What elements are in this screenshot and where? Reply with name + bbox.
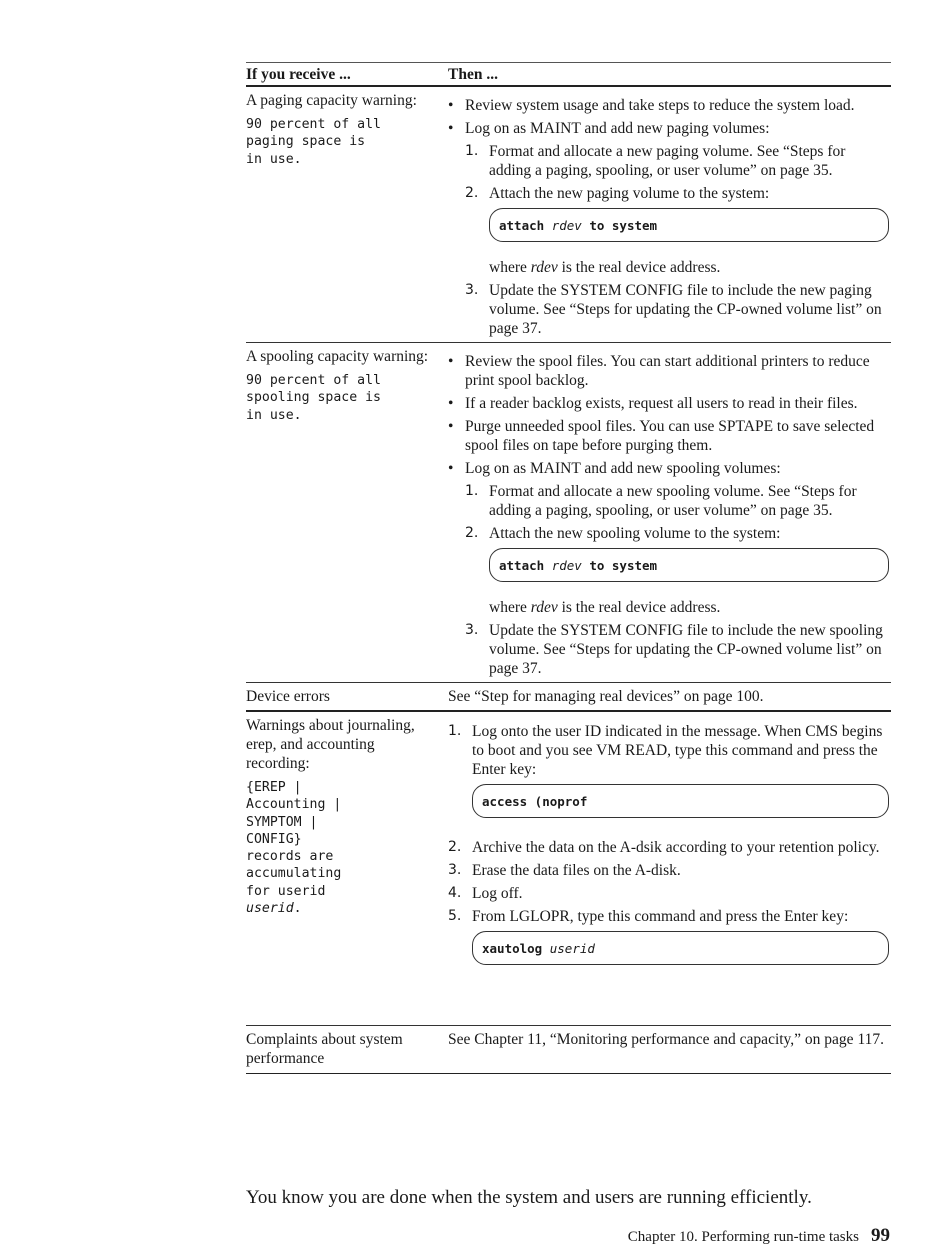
code-argument: rdev — [551, 557, 582, 573]
code-command: attach — [499, 557, 545, 573]
table-row-spooling — [246, 343, 891, 683]
journaling-condition-label: Warnings about journaling, erep, and accounting recording: — [246, 717, 415, 772]
step-number: 2. — [465, 525, 479, 541]
step-number: 2. — [465, 185, 479, 201]
paging-action-cell — [448, 86, 891, 343]
list-item — [448, 884, 891, 903]
list-item — [465, 482, 891, 520]
step-number: 5. — [448, 908, 462, 924]
step-number: 2. — [448, 839, 462, 855]
journaling-action-cell — [448, 711, 891, 1026]
where-text: where rdev is the real device address. — [489, 259, 721, 276]
page-number: 99 — [871, 1225, 890, 1246]
table-row-device-errors — [246, 683, 891, 712]
step-text: Attach the new paging volume to the system: — [489, 185, 770, 202]
spooling-action-cell — [448, 343, 891, 683]
step-text: Update the SYSTEM CONFIG file to include the new spooling volume. See “Steps for updating the CP-owned volume list” on page 37. — [489, 622, 883, 677]
step-number: 1. — [465, 483, 479, 499]
step-text: Format and allocate a new spooling volume. See “Steps for adding a paging, spooling, or user volume” on page 35. — [489, 483, 857, 519]
list-item — [448, 119, 891, 338]
page-footer — [628, 1225, 890, 1247]
step-text: From LGLOPR, type this command and press the Enter key: — [472, 908, 849, 925]
list-item — [448, 838, 891, 857]
closing-paragraph: You know you are done when the system and users are running efficiently. — [246, 1187, 812, 1208]
step-text: Format and allocate a new paging volume. See “Steps for adding a paging, spooling, or user volume” on page 35. — [489, 143, 846, 179]
list-item — [448, 861, 891, 880]
code-box-xautolog — [472, 931, 889, 965]
step-number: 4. — [448, 885, 462, 901]
table-row-complaints — [246, 1026, 891, 1074]
code-command: xautolog — [482, 940, 543, 956]
spooling-steps — [465, 482, 891, 678]
paging-condition-cell — [246, 86, 448, 343]
list-item — [465, 142, 891, 180]
step-text: Log onto the user ID indicated in the message. When CMS begins to boot and you see VM READ, type this command and press the Enter key: — [472, 723, 883, 778]
device-action-cell: See “Step for managing real devices” on page 100. — [448, 683, 891, 712]
step-text: Update the SYSTEM CONFIG file to include the new paging volume. See “Steps for updating the CP-owned volume list” on page 37. — [489, 282, 882, 337]
step-text: Log off. — [472, 885, 523, 902]
complaints-condition-cell: Complaints about system performance — [246, 1026, 448, 1074]
step-number: 1. — [465, 143, 479, 159]
chapter-title: Chapter 10. Performing run-time tasks — [627, 1229, 859, 1245]
code-argument: userid — [549, 940, 595, 956]
step-text: Erase the data files on the A-disk. — [472, 862, 681, 879]
paging-bullets — [448, 96, 891, 338]
list-item: • If a reader backlog exists, request all users to read in their files. — [448, 394, 891, 413]
code-argument: rdev — [551, 217, 582, 233]
step-number: 1. — [448, 723, 462, 739]
header-if-you-receive: If you receive ... — [246, 63, 448, 87]
list-item — [465, 184, 891, 277]
spooling-bullets — [448, 352, 891, 678]
step-number: 3. — [465, 282, 479, 298]
spooling-condition-label: A spooling capacity warning: — [246, 348, 429, 365]
table-row-paging — [246, 86, 891, 343]
list-item — [465, 524, 891, 617]
response-table — [246, 62, 891, 1074]
code-command: to system — [589, 217, 658, 233]
list-item — [465, 281, 891, 338]
spooling-condition-cell — [246, 343, 448, 683]
paging-message: 90 percent of all paging space is in use. — [246, 117, 381, 167]
step-text: Archive the data on the A-dsik according to your retention policy. — [472, 839, 880, 856]
code-box-attach — [489, 208, 889, 242]
paging-condition-label: A paging capacity warning: — [246, 92, 417, 109]
journaling-steps — [448, 722, 891, 965]
list-item: • Review system usage and take steps to reduce the system load. — [448, 96, 891, 115]
step-text: Attach the new spooling volume to the system: — [489, 525, 781, 542]
code-command: access (noprof — [482, 793, 588, 809]
list-item: • Purge unneeded spool files. You can use SPTAPE to save selected spool files on tape before purging them. — [448, 417, 891, 455]
list-item — [448, 907, 891, 965]
table-row-journaling — [246, 711, 891, 1026]
list-item: • Review the spool files. You can start additional printers to reduce print spool backlog. — [448, 352, 891, 390]
code-command: to system — [589, 557, 658, 573]
list-item — [448, 722, 891, 834]
code-box-access — [472, 784, 889, 818]
spooling-message: 90 percent of all spooling space is in use. — [246, 373, 381, 423]
step-number: 3. — [465, 622, 479, 638]
journaling-message: {EREP | Accounting | SYMPTOM | CONFIG} records are accumulating for userid userid. — [246, 780, 342, 917]
complaints-action-cell: See Chapter 11, “Monitoring performance and capacity,” on page 117. — [448, 1026, 891, 1074]
list-item — [448, 459, 891, 678]
table-header-row — [246, 63, 891, 87]
code-box-attach — [489, 548, 889, 582]
paging-steps — [465, 142, 891, 338]
list-item — [465, 621, 891, 678]
where-text: where rdev is the real device address. — [489, 599, 721, 616]
spooling-bullet4-text: Log on as MAINT and add new spooling volumes: — [465, 460, 781, 477]
code-command: attach — [499, 217, 545, 233]
journaling-condition-cell — [246, 711, 448, 1026]
header-then: Then ... — [448, 63, 891, 87]
step-number: 3. — [448, 862, 462, 878]
paging-bullet2-text: Log on as MAINT and add new paging volumes: — [465, 120, 770, 137]
page-content — [246, 62, 891, 1074]
device-condition-cell: Device errors — [246, 683, 448, 712]
